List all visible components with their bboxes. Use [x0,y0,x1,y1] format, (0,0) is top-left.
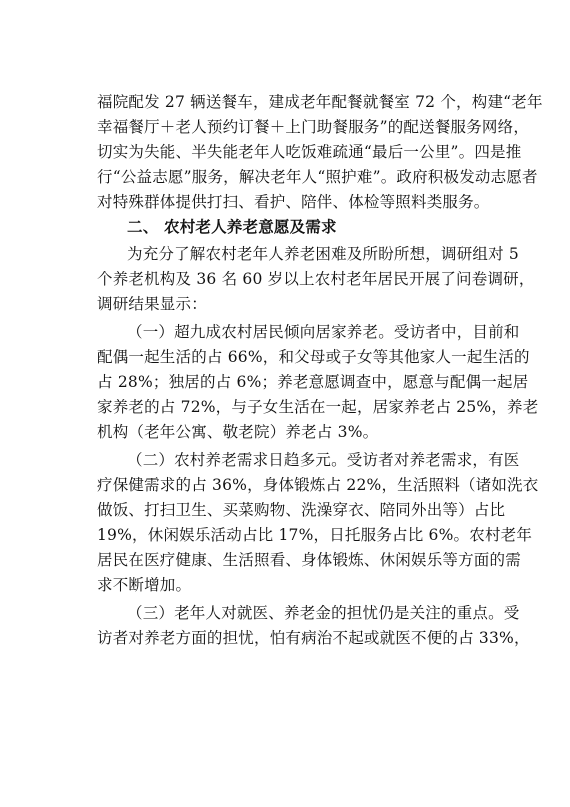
body-text-line: （三）老年人对就医、养老金的担忧仍是关注的重点。受 [127,604,520,622]
body-text-line: 行“公益志愿”服务，解决老年人“照护难”。政府积极发动志愿者 [97,168,538,186]
body-text-line: 疗保健需求的占 36%，身体锻炼占 22%，生活照料（诸如洗衣 [97,476,539,494]
body-text-line: 配偶一起生活的占 66%，和父母或子女等其他家人一起生活的 [97,348,530,366]
body-text-line: 做饭、打扫卫生、买菜购物、洗澡穿衣、陪同外出等）占比 [97,501,506,519]
body-text-line: 19%，休闲娱乐活动占比 17%，日托服务占比 6%。农村老年 [97,526,533,544]
body-text-line: 家养老的占 72%，与子女生活在一起，居家养老占 25%，养老 [97,398,539,416]
body-text-line: 幸福餐厅＋老人预约订餐＋上门助餐服务”的配送餐服务网络， [97,118,530,136]
body-text-line: 求不断增加。 [97,576,192,594]
body-text-line: 占 28%；独居的占 6%；养老意愿调查中，愿意与配偶一起居 [97,373,529,391]
section-heading: 二、 农村老人养老意愿及需求 [127,218,337,236]
body-text-line: 切实为失能、半失能老年人吃饭难疏通“最后一公里”。四是推 [97,143,522,161]
body-text-line: 调研结果显示： [97,295,207,313]
body-text-line: 机构（老年公寓、敬老院）养老占 3%。 [97,423,379,441]
body-text-line: 访者对养老方面的担忧，怕有病治不起或就医不便的占 33%， [97,629,530,647]
body-text-line: 对特殊群体提供打扫、看护、陪伴、体检等照料类服务。 [97,193,490,211]
body-text-line: 为充分了解农村老年人养老困难及所盼所想，调研组对 5 [127,245,519,263]
body-text-line: 个养老机构及 36 名 60 岁以上农村老年居民开展了问卷调研， [97,270,535,288]
body-text-line: （一）超九成农村居民倾向居家养老。受访者中，目前和 [127,323,520,341]
body-text-line: 居民在医疗健康、生活照看、身体锻炼、休闲娱乐等方面的需 [97,551,521,569]
body-text-line: 福院配发 27 辆送餐车，建成老年配餐就餐室 72 个，构建“老年 [97,93,543,111]
body-text-line: （二）农村养老需求日趋多元。受访者对养老需求，有医 [127,451,520,469]
